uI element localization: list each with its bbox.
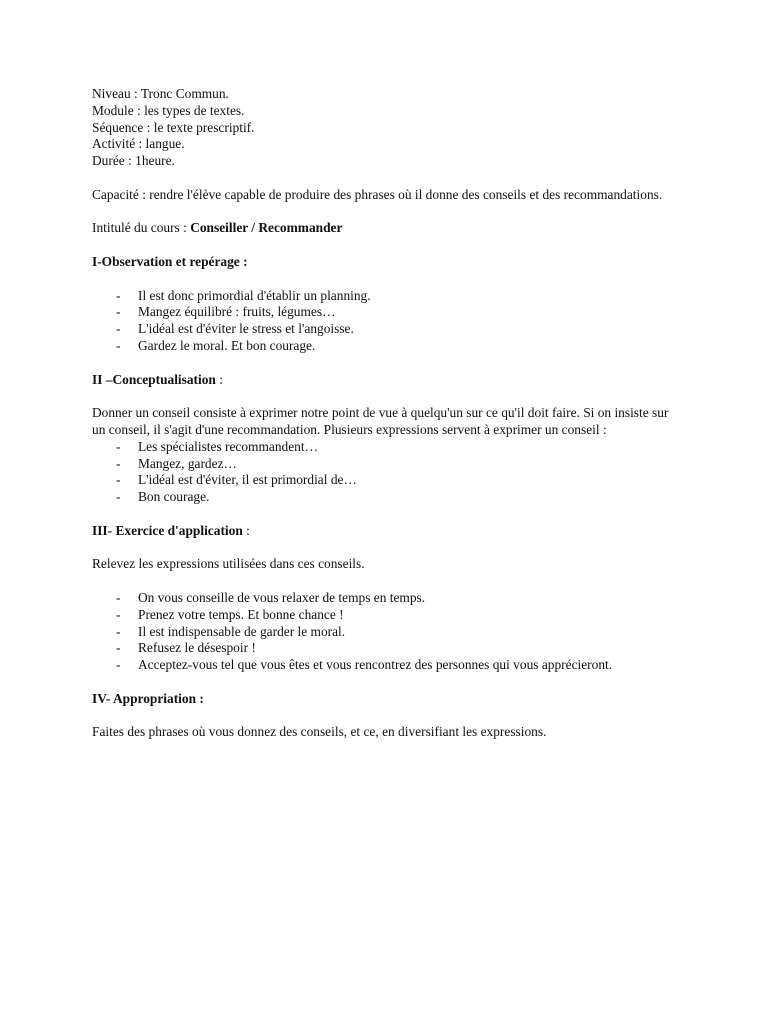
dash-marker: - bbox=[116, 304, 121, 320]
dash-marker: - bbox=[116, 321, 121, 337]
niveau-line: Niveau : Tronc Commun. bbox=[92, 86, 229, 101]
intitule-label: Intitulé du cours : bbox=[92, 220, 191, 236]
dash-marker: - bbox=[116, 337, 121, 353]
list-item: - Il est donc primordial d'établir un planning. bbox=[116, 287, 371, 303]
dash-marker: - bbox=[116, 489, 121, 505]
observation-list bbox=[92, 288, 672, 355]
activite-line: Activité : langue. bbox=[92, 136, 185, 152]
dash-marker: - bbox=[116, 657, 121, 673]
list-item: - On vous conseille de vous relaxer de temps en temps. bbox=[116, 589, 426, 605]
exercice-heading-line: III- Exercice d'application : bbox=[92, 522, 250, 538]
module-line: Module : les types de textes. bbox=[92, 102, 245, 118]
list-item: - Mangez équilibré : fruits, légumes… bbox=[116, 304, 336, 320]
dash-marker: - bbox=[116, 438, 121, 454]
list-item: - Acceptez-vous tel que vous êtes et vous rencontrez des personnes qui vous apprécieront. bbox=[116, 657, 613, 673]
conceptualisation-list bbox=[92, 439, 672, 506]
capacite-paragraph: Capacité : rendre l'élève capable de produire des phrases où il donne des conseils et des recommandations. bbox=[92, 186, 663, 202]
dash-marker: - bbox=[116, 472, 121, 488]
dash-marker: - bbox=[116, 640, 121, 656]
list-item: - Mangez, gardez… bbox=[116, 455, 237, 471]
exercice-instruction: Relevez les expressions utilisées dans ces conseils. bbox=[92, 556, 365, 572]
appropriation-paragraph: Faites des phrases où vous donnez des conseils, et ce, en diversifiant les expressions. bbox=[92, 724, 547, 740]
exercice-heading: III- Exercice d'application bbox=[92, 522, 243, 538]
dash-marker: - bbox=[116, 589, 121, 605]
observation-heading: I-Observation et repérage : bbox=[92, 253, 248, 269]
list-item: - Bon courage. bbox=[116, 489, 210, 505]
list-item: - Prenez votre temps. Et bonne chance ! bbox=[116, 606, 344, 622]
dash-marker: - bbox=[116, 287, 121, 303]
dash-marker: - bbox=[116, 606, 121, 622]
document-page bbox=[92, 86, 672, 741]
list-item: - Il est indispensable de garder le moral. bbox=[116, 623, 346, 639]
intitule-line bbox=[92, 220, 672, 237]
appropriation-heading: IV- Appropriation : bbox=[92, 690, 204, 706]
duree-line: Durée : 1heure. bbox=[92, 153, 175, 169]
conceptualisation-heading-line: II –Conceptualisation : bbox=[92, 371, 223, 387]
sequence-line: Séquence : le texte prescriptif. bbox=[92, 119, 255, 135]
course-title: Conseiller / Recommander bbox=[190, 220, 343, 236]
conceptualisation-heading: II –Conceptualisation bbox=[92, 371, 216, 387]
dash-marker: - bbox=[116, 623, 121, 639]
conceptualisation-paragraph: Donner un conseil consiste à exprimer notre point de vue à quelqu'un sur ce qu'il doit faire. Si on insiste sur un conseil, il s'agit d'une recommandation. Plusieurs expressions servent à exprimer un conseil : bbox=[92, 405, 669, 437]
exercice-list bbox=[92, 590, 672, 674]
list-item: - Les spécialistes recommandent… bbox=[116, 438, 318, 454]
dash-marker: - bbox=[116, 455, 121, 471]
list-item: - L'idéal est d'éviter le stress et l'angoisse. bbox=[116, 321, 354, 337]
list-item: - Gardez le moral. Et bon courage. bbox=[116, 337, 316, 353]
list-item: - L'idéal est d'éviter, il est primordial de… bbox=[116, 472, 357, 488]
list-item: - Refusez le désespoir ! bbox=[116, 640, 256, 656]
